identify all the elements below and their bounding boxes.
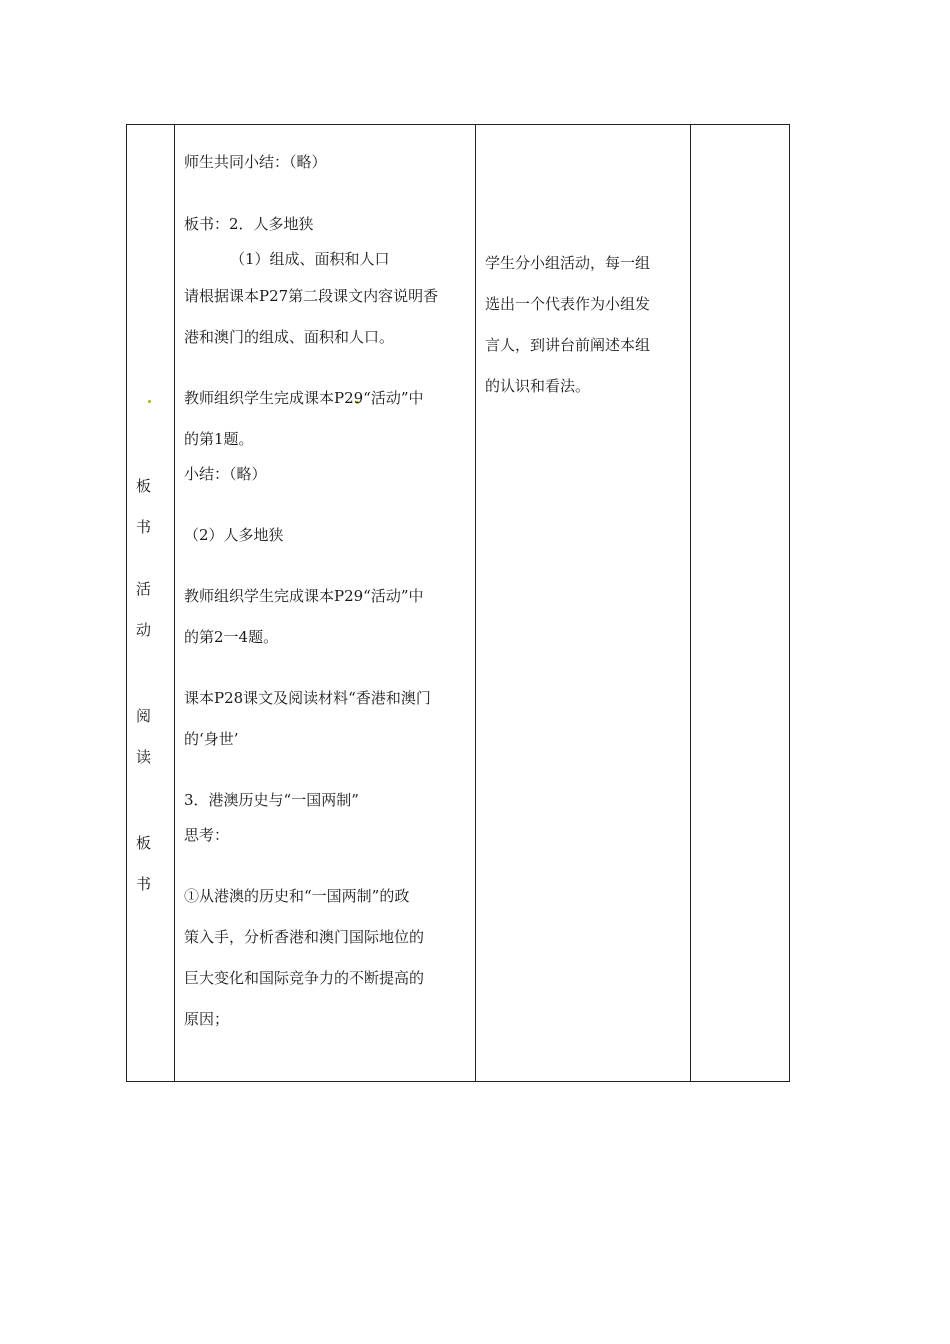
column-divider: [475, 125, 476, 1081]
question-line: 原因；: [184, 1010, 230, 1028]
question-line: 巨大变化和国际竞争力的不断提高的: [184, 969, 425, 987]
student-activity-line: 选出一个代表作为小组发: [485, 295, 651, 313]
summary-line-2: 小结：（略）: [184, 465, 267, 483]
question-line: 策入手，分析香港和澳门国际地位的: [184, 928, 425, 946]
content-line: 教师组织学生完成课本P29“活动”中: [184, 587, 424, 605]
summary-line: 师生共同小结：（略）: [184, 153, 327, 171]
label-dong: 动: [136, 621, 152, 639]
section-heading-3: 3．港澳历史与“一国两制”: [184, 791, 359, 809]
content-line: 的第1题。: [184, 430, 254, 448]
board-heading: 板书：2．人多地狭: [184, 215, 314, 233]
student-activity-line: 学生分小组活动，每一组: [485, 254, 651, 272]
content-line: 请根据课本P27第二段课文内容说明香: [184, 287, 439, 305]
content-line: 的‘身世’: [184, 730, 239, 748]
column-divider: [690, 125, 691, 1081]
label-yue: 阅: [136, 707, 152, 725]
label-ban: 板: [136, 477, 152, 495]
subheading-2: （2）人多地狭: [184, 526, 284, 544]
content-line: 教师组织学生完成课本P29“活动”中: [184, 389, 424, 407]
label-shu: 书: [136, 518, 152, 536]
student-activity-line: 言人，到讲台前阐述本组: [485, 336, 651, 354]
content-line: 课本P28课文及阅读材料“香港和澳门: [184, 689, 431, 707]
label-du: 读: [136, 748, 152, 766]
label-huo: 活: [136, 580, 152, 598]
question-line: ①从港澳的历史和“一国两制”的政: [184, 887, 410, 905]
label-ban-2: 板: [136, 834, 152, 852]
column-divider: [174, 125, 175, 1081]
content-line: 的第2一4题。: [184, 628, 279, 646]
subheading-1: （1）组成、面积和人口: [230, 250, 390, 268]
think-label: 思考：: [184, 826, 230, 844]
label-shu-2: 书: [136, 875, 152, 893]
student-activity-line: 的认识和看法。: [485, 377, 591, 395]
content-line: 港和澳门的组成、面积和人口。: [184, 328, 395, 346]
margin-dot-mark: [148, 400, 151, 403]
